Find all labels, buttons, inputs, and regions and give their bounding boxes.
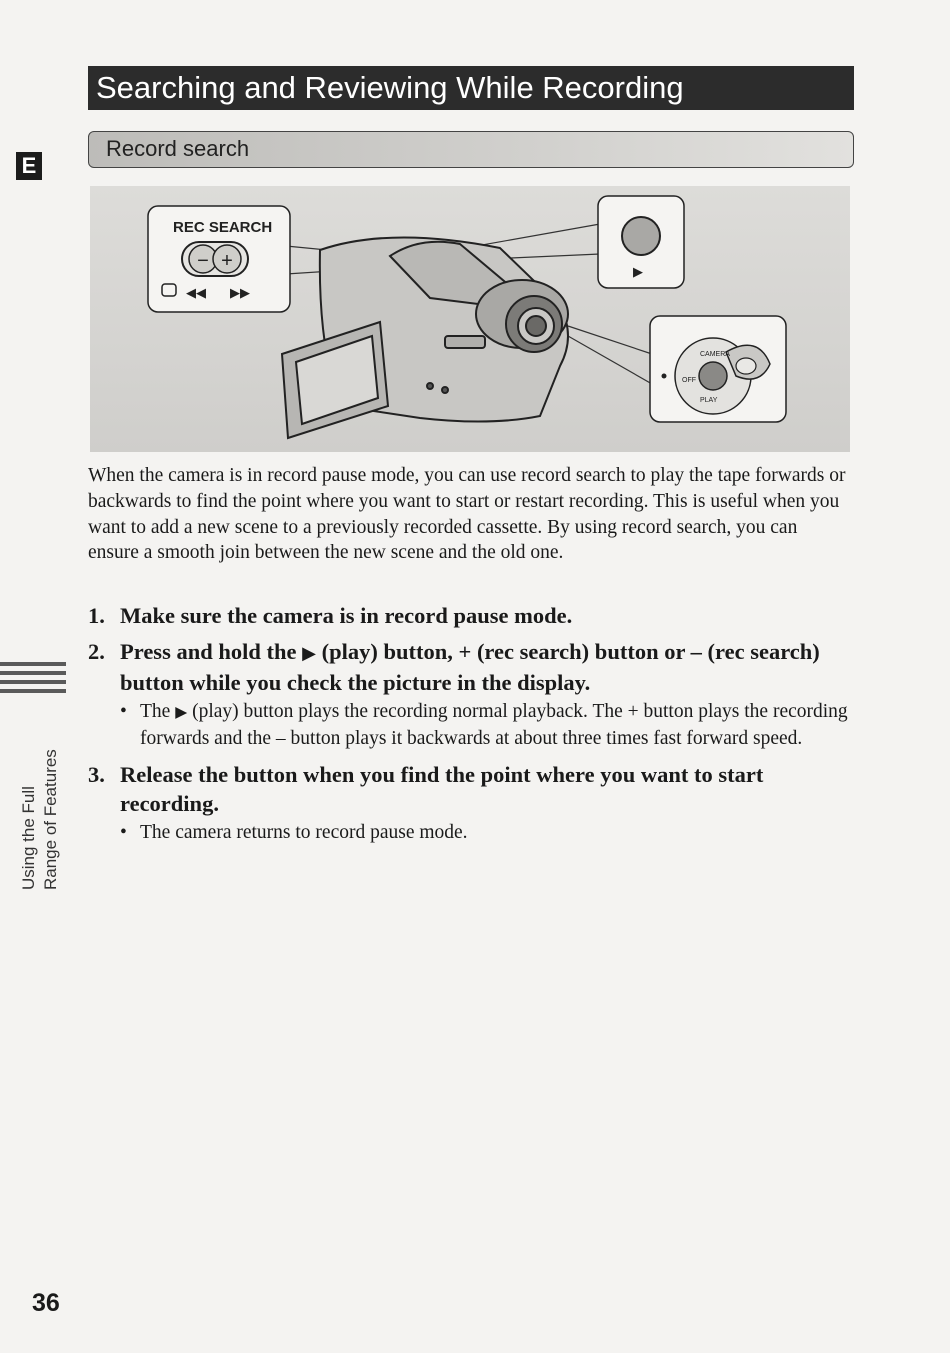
- camcorder-illustration: [90, 186, 850, 452]
- step-text: Make sure the camera is in record pause mode.: [120, 603, 573, 628]
- step-text: Release the button when you find the point where you want to start recording.: [120, 762, 764, 816]
- language-badge: E: [16, 152, 42, 180]
- page-number: 36: [32, 1289, 60, 1317]
- side-bar: [0, 662, 66, 666]
- play-icon: ▶: [175, 704, 188, 721]
- steps-list: [88, 601, 854, 855]
- side-label-line1: Using the Full: [19, 786, 38, 890]
- play-icon: ▶: [302, 643, 316, 663]
- dial-play-label: PLAY: [700, 397, 718, 404]
- step-1: [88, 601, 854, 630]
- dial-camera-label: CAMERA: [700, 351, 730, 358]
- dial-off-label: OFF: [682, 377, 696, 384]
- intro-paragraph: When the camera is in record pause mode, you can use record search to play the tape forwards or backwards to find the point where you want to start or restart recording. This is useful when you want to add a new scene to a previously recorded cassette. By using record search, you can ensure a smooth join between the new scene and the old one.: [88, 465, 846, 564]
- side-bar: [0, 689, 66, 693]
- mode-dial-callout: [650, 316, 786, 422]
- step-number: 1.: [88, 603, 105, 628]
- fast-forward-icon: ▶▶: [230, 286, 250, 301]
- side-label-line2: Range of Features: [41, 749, 60, 890]
- rec-search-label: REC SEARCH: [173, 219, 273, 236]
- play-button[interactable]: [622, 217, 660, 255]
- note-text: The camera returns to record pause mode.: [140, 822, 468, 843]
- section-subtitle: Record search: [88, 131, 854, 168]
- side-bar: [0, 680, 66, 684]
- plus-label: +: [221, 250, 233, 272]
- step-2-note: [88, 699, 854, 751]
- bullet: •: [120, 822, 127, 843]
- side-tab-bars: [0, 662, 66, 698]
- step-2: [88, 637, 854, 697]
- play-button-callout: [598, 196, 684, 288]
- rewind-icon: ◀◀: [186, 286, 206, 301]
- step-3-note: [88, 820, 854, 846]
- step-text-before: Press and hold the: [120, 639, 297, 664]
- side-bar: [0, 671, 66, 675]
- page-title: Searching and Reviewing While Recording: [88, 66, 854, 110]
- step-text-after: (play) button, + (rec search) button or – (rec search) button while you check the picture in the display.: [120, 639, 820, 695]
- bullet: •: [120, 701, 127, 722]
- step-number: 3.: [88, 762, 105, 787]
- minus-label: −: [197, 250, 209, 272]
- note-text-before: The: [140, 701, 171, 722]
- rec-search-callout: [148, 206, 290, 312]
- play-icon: ▶: [633, 265, 643, 280]
- chapter-side-label: [18, 749, 62, 890]
- step-3: [88, 760, 854, 818]
- step-number: 2.: [88, 639, 105, 664]
- note-text-after: (play) button plays the recording normal playback. The + button plays the recording forwards and the – button plays it backwards at about three times fast forward speed.: [140, 701, 848, 749]
